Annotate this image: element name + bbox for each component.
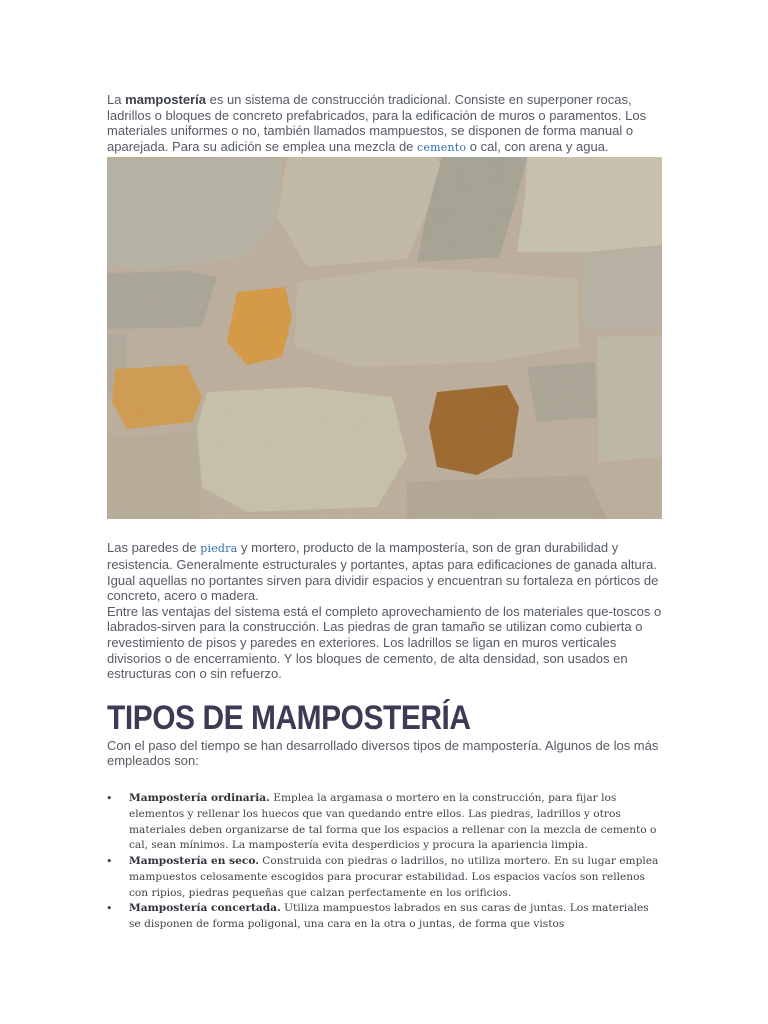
list-item: [107, 901, 662, 933]
list-item: [107, 791, 662, 854]
type-name: Mampostería concertada.: [129, 902, 281, 915]
intro-text-start: La: [107, 92, 126, 107]
type-description: Utiliza mampuestos labrados en sus caras de juntas. Los materiales se disponen de forma poligonal, una cara en la otra o juntas, de forma que vistos: [129, 902, 649, 931]
type-description: Emplea la argamasa o mortero en la construcción, para fijar los elementos y rellenar los huecos que van quedando entre ellos. Las piedras, ladrillos y otros materiales deben organizarse de tal forma que los espacios a rellenar con la mezcla de cemento o cal, sean mínimos. La mampostería evita desperdicios y procura la apariencia limpia.: [129, 791, 657, 852]
cemento-link[interactable]: cemento: [417, 140, 467, 154]
bullet-icon: •: [106, 902, 113, 916]
type-description: Construida con piedras o ladrillos, no utiliza mortero. En su lugar emplea mampuestos celosamente escogidos para procurar estabilidad. Los espacios vacíos son rellenos con ripios, piedras pequeñas que calzan perfectamente en los orificios.: [129, 855, 659, 899]
type-name: Mampostería en seco.: [129, 855, 259, 868]
bullet-icon: •: [106, 855, 113, 869]
intro-paragraph: [107, 92, 662, 155]
walls-paragraph: [107, 540, 662, 603]
type-name: Mampostería ordinaria.: [129, 791, 270, 804]
advantages-paragraph: Entre las ventajas del sistema está el completo aprovechamiento de los materiales que-toscos o labrados-sirven para la construcción. Las piedras de gran tamaño se utilizan como cubierta o revestimiento de pisos y paredes en exteriores. Los ladrillos se ligan en muros verticales divisorios o de encerramiento. Y los bloques de cemento, de alta densidad, son usados en estructuras con o sin refuerzo.: [107, 603, 662, 682]
stone-wall-photo: [107, 157, 662, 519]
intro-text-end: o cal, con arena y agua.: [466, 138, 609, 154]
section-heading: TIPOS DE MAMPOSTERÍA: [107, 698, 471, 737]
walls-text-start: Las paredes de: [107, 540, 201, 556]
intro-bold-term: mampostería: [125, 92, 206, 107]
intro-text-middle: es un sistema de construcción tradicional. Consiste en superponer rocas, ladrillos o bloques de concreto prefabricados, para la edificación de muros o paramentos. Los materiales uniformes o no, también llamados mampuestos, se disponen de forma manual o aparejada. Para su adición se emplea una mezcla de: [107, 92, 647, 154]
heading-intro: Con el paso del tiempo se han desarrollado diversos tipos de mampostería. Algunos de los más empleados son:: [107, 737, 659, 769]
bullet-icon: •: [106, 791, 113, 805]
types-list: [107, 791, 662, 933]
piedra-link[interactable]: piedra: [200, 542, 238, 556]
list-item: [107, 854, 662, 901]
document-page: [107, 92, 662, 933]
walls-text-end: y mortero, producto de la mampostería, son de gran durabilidad y resistencia. Generalmente estructurales y portantes, aptas para edificaciones de ganada altura. Igual aquellas no portantes sirven para dividir espacios y encuentran su fortaleza en pórticos de concreto, acero o madera.: [107, 540, 659, 604]
